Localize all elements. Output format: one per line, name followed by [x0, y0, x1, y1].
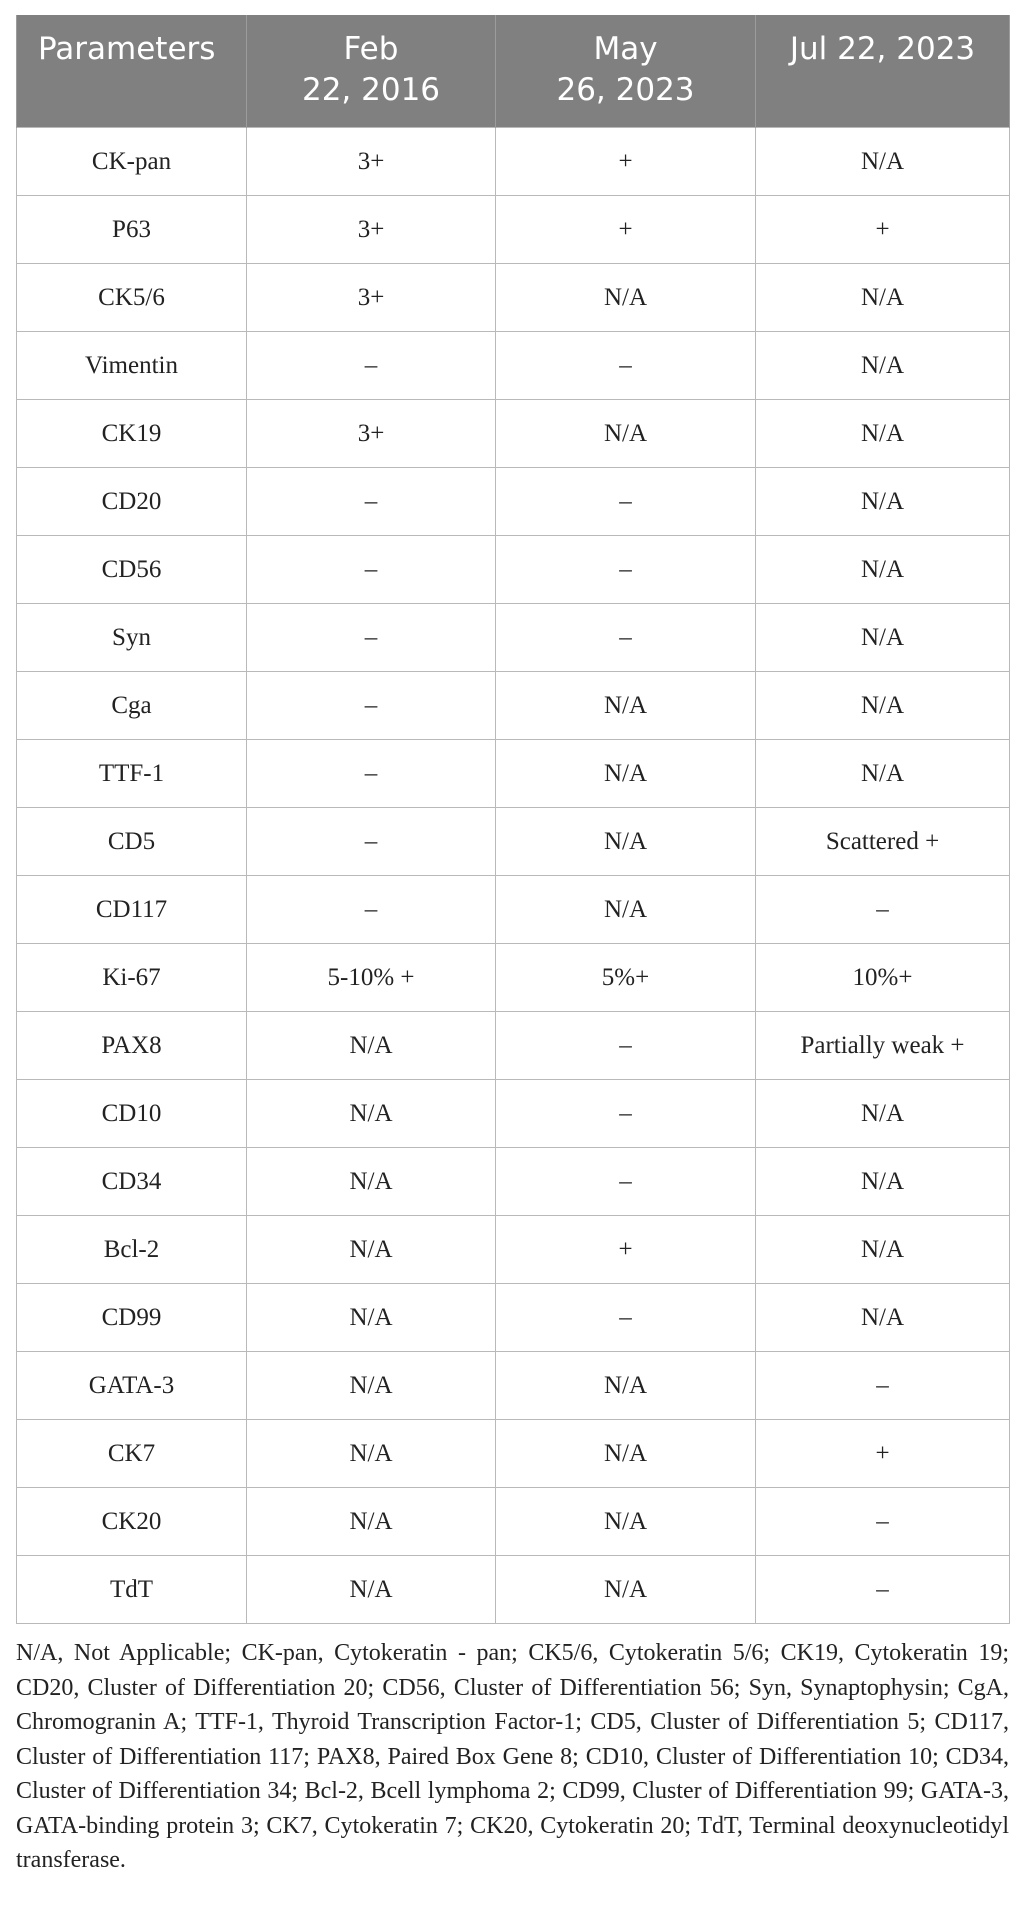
feb-2016-cell: N/A — [247, 1556, 496, 1624]
feb-2016-cell: N/A — [247, 1216, 496, 1284]
table-row — [17, 1148, 1010, 1216]
jul-2023-cell: N/A — [756, 672, 1010, 740]
parameter-cell: CD5 — [17, 808, 247, 876]
may-2023-cell: N/A — [496, 1488, 756, 1556]
may-2023-cell: – — [496, 536, 756, 604]
feb-2016-cell: – — [247, 468, 496, 536]
may-2023-cell: – — [496, 1284, 756, 1352]
table-row — [17, 1352, 1010, 1420]
header-may-2023 — [496, 15, 756, 128]
jul-2023-cell: Scattered + — [756, 808, 1010, 876]
parameter-cell: Syn — [17, 604, 247, 672]
may-2023-cell: N/A — [496, 264, 756, 332]
may-2023-cell: – — [496, 604, 756, 672]
ihc-results-table — [16, 15, 1010, 1624]
jul-2023-cell: + — [756, 1420, 1010, 1488]
table-row — [17, 264, 1010, 332]
table-row — [17, 876, 1010, 944]
parameter-cell: GATA-3 — [17, 1352, 247, 1420]
jul-2023-cell: – — [756, 1352, 1010, 1420]
table-row — [17, 1420, 1010, 1488]
parameter-cell: CK7 — [17, 1420, 247, 1488]
jul-2023-cell: – — [756, 876, 1010, 944]
header-row — [17, 15, 1010, 128]
table-row — [17, 536, 1010, 604]
parameter-cell: TdT — [17, 1556, 247, 1624]
feb-2016-cell: – — [247, 604, 496, 672]
table-row — [17, 1080, 1010, 1148]
may-2023-cell: – — [496, 468, 756, 536]
parameter-cell: Bcl-2 — [17, 1216, 247, 1284]
feb-2016-cell: – — [247, 808, 496, 876]
header-jul-2023 — [756, 15, 1010, 128]
table-container — [16, 15, 1009, 1878]
may-2023-cell: N/A — [496, 740, 756, 808]
may-2023-cell: N/A — [496, 400, 756, 468]
jul-2023-cell: N/A — [756, 1284, 1010, 1352]
parameter-cell: PAX8 — [17, 1012, 247, 1080]
header-line: 26, 2023 — [556, 72, 695, 108]
feb-2016-cell: N/A — [247, 1488, 496, 1556]
jul-2023-cell: N/A — [756, 468, 1010, 536]
table-row — [17, 808, 1010, 876]
table-row — [17, 1284, 1010, 1352]
parameter-cell: CD99 — [17, 1284, 247, 1352]
jul-2023-cell: N/A — [756, 1148, 1010, 1216]
feb-2016-cell: 3+ — [247, 264, 496, 332]
may-2023-cell: – — [496, 1012, 756, 1080]
table-row — [17, 672, 1010, 740]
jul-2023-cell: + — [756, 196, 1010, 264]
header-line: Parameters — [38, 31, 216, 67]
table-header — [17, 15, 1010, 128]
jul-2023-cell: N/A — [756, 1216, 1010, 1284]
parameter-cell: CK5/6 — [17, 264, 247, 332]
parameter-cell: CK-pan — [17, 128, 247, 196]
may-2023-cell: + — [496, 196, 756, 264]
may-2023-cell: N/A — [496, 808, 756, 876]
feb-2016-cell: N/A — [247, 1420, 496, 1488]
parameter-cell: Cga — [17, 672, 247, 740]
feb-2016-cell: 3+ — [247, 128, 496, 196]
feb-2016-cell: – — [247, 332, 496, 400]
may-2023-cell: + — [496, 128, 756, 196]
table-row — [17, 196, 1010, 264]
table-row — [17, 1556, 1010, 1624]
header-parameters — [17, 15, 247, 128]
table-row — [17, 400, 1010, 468]
parameter-cell: CD34 — [17, 1148, 247, 1216]
parameter-cell: P63 — [17, 196, 247, 264]
table-row — [17, 468, 1010, 536]
jul-2023-cell: 10%+ — [756, 944, 1010, 1012]
table-row — [17, 1216, 1010, 1284]
feb-2016-cell: – — [247, 740, 496, 808]
header-line: 22, 2016 — [301, 72, 441, 108]
may-2023-cell: – — [496, 1080, 756, 1148]
may-2023-cell: – — [496, 1148, 756, 1216]
table-row — [17, 1012, 1010, 1080]
may-2023-cell: + — [496, 1216, 756, 1284]
table-footnote: N/A, Not Applicable; CK-pan, Cytokeratin - pan; CK5/6, Cytokeratin 5/6; CK19, Cytokeratin 19; CD20, Cluster of Differentiation 20; CD56, Cluster of Differentiation 56; Syn, Synaptophysin; CgA, Chromogranin A; TTF-1, Thyroid Transcription Factor-1; CD5, Cluster of Differentiation 5; CD117, Cluster of Differentiation 117; PAX8, Paired Box Gene 8; CD10, Cluster of Differentiation 10; CD34, Cluster of Differentiation 34; Bcl-2, Bcell lymphoma 2; CD99, Cluster of Differentiation 99; GATA-3, GATA-binding protein 3; CK7, Cytokeratin 7; CK20, Cytokeratin 20; TdT, Terminal deoxynucleotidyl transferase. — [16, 1640, 1009, 1873]
feb-2016-cell: N/A — [247, 1148, 496, 1216]
may-2023-cell: – — [496, 332, 756, 400]
table-body — [17, 128, 1010, 1624]
jul-2023-cell: – — [756, 1556, 1010, 1624]
feb-2016-cell: N/A — [247, 1352, 496, 1420]
jul-2023-cell: N/A — [756, 536, 1010, 604]
feb-2016-cell: – — [247, 672, 496, 740]
jul-2023-cell: N/A — [756, 264, 1010, 332]
header-feb-2016 — [247, 15, 496, 128]
may-2023-cell: 5%+ — [496, 944, 756, 1012]
parameter-cell: CK20 — [17, 1488, 247, 1556]
feb-2016-cell: 3+ — [247, 400, 496, 468]
parameter-cell: CK19 — [17, 400, 247, 468]
may-2023-cell: N/A — [496, 1420, 756, 1488]
jul-2023-cell: Partially weak + — [756, 1012, 1010, 1080]
may-2023-cell: N/A — [496, 1556, 756, 1624]
feb-2016-cell: N/A — [247, 1012, 496, 1080]
table-row — [17, 604, 1010, 672]
jul-2023-cell: – — [756, 1488, 1010, 1556]
jul-2023-cell: N/A — [756, 1080, 1010, 1148]
table-row — [17, 128, 1010, 196]
header-line: Jul 22, 2023 — [789, 31, 976, 67]
may-2023-cell: N/A — [496, 876, 756, 944]
feb-2016-cell: 5-10% + — [247, 944, 496, 1012]
may-2023-cell: N/A — [496, 672, 756, 740]
parameter-cell: Ki-67 — [17, 944, 247, 1012]
feb-2016-cell: 3+ — [247, 196, 496, 264]
parameter-cell: Vimentin — [17, 332, 247, 400]
feb-2016-cell: – — [247, 876, 496, 944]
parameter-cell: CD117 — [17, 876, 247, 944]
parameter-cell: TTF-1 — [17, 740, 247, 808]
table-row — [17, 332, 1010, 400]
table-row — [17, 740, 1010, 808]
table-row — [17, 1488, 1010, 1556]
feb-2016-cell: – — [247, 536, 496, 604]
header-line: May — [593, 31, 658, 67]
feb-2016-cell: N/A — [247, 1080, 496, 1148]
header-line: Feb — [343, 31, 399, 67]
table-row — [17, 944, 1010, 1012]
jul-2023-cell: N/A — [756, 400, 1010, 468]
may-2023-cell: N/A — [496, 1352, 756, 1420]
jul-2023-cell: N/A — [756, 128, 1010, 196]
parameter-cell: CD56 — [17, 536, 247, 604]
feb-2016-cell: N/A — [247, 1284, 496, 1352]
parameter-cell: CD10 — [17, 1080, 247, 1148]
jul-2023-cell: N/A — [756, 332, 1010, 400]
parameter-cell: CD20 — [17, 468, 247, 536]
jul-2023-cell: N/A — [756, 604, 1010, 672]
jul-2023-cell: N/A — [756, 740, 1010, 808]
